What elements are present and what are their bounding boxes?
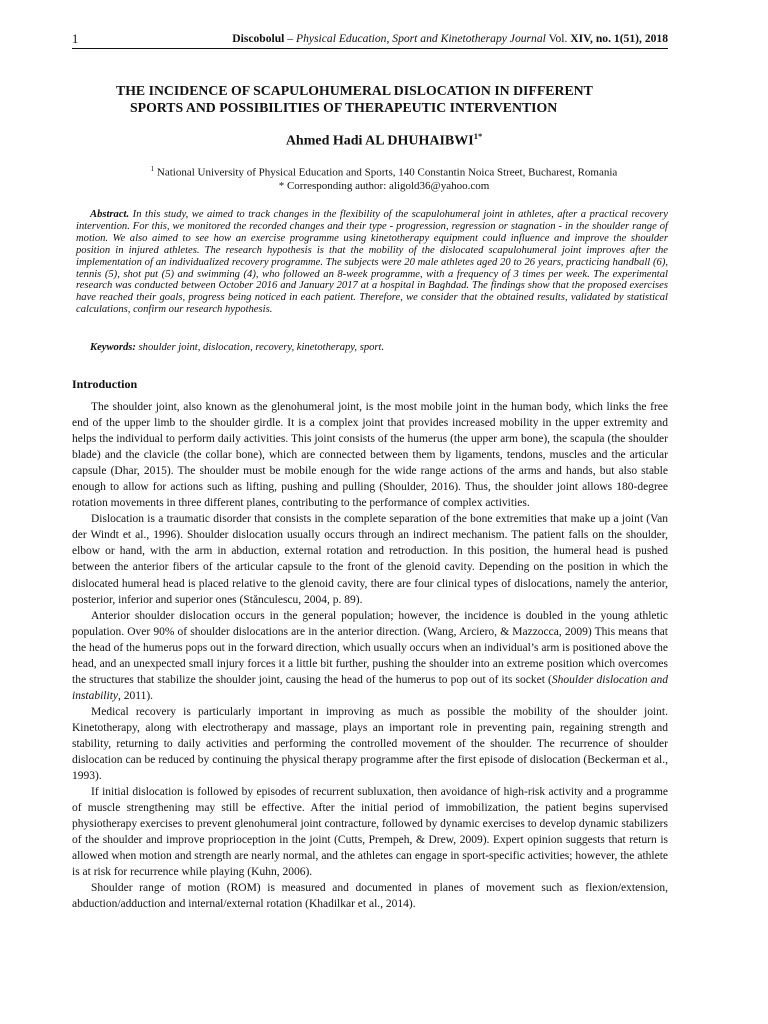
affiliation xyxy=(0,163,768,193)
keywords xyxy=(90,342,668,353)
citation-end: , 2011). xyxy=(118,689,154,702)
title-line-2: SPORTS AND POSSIBILITIES OF THERAPEUTIC INTERVENTION xyxy=(130,99,558,115)
issue-value: 1(51) xyxy=(613,32,640,45)
author-mark: 1* xyxy=(473,131,483,141)
paragraph-text: Anterior shoulder dislocation occurs in the general population; however, the incidence is doubled in the young athletic population. Over 90% of shoulder dislocations are in the anterior direction. (Wang, Arciero, & Mazzocca, 2009) This means that the head of the humerus pops out in the forward direction, which usually occurs when an individual’s arm is positioned above the head, and an unexpected small injury forces it a little bit further, pushing the shoulder into an extreme position which overcomes the structures that stabilize the shoulder joint, causing the head of the humerus to pop out of its socket ( xyxy=(72,609,668,686)
volume-value: XIV xyxy=(570,32,591,45)
paragraph: The shoulder joint, also known as the glenohumeral joint, is the most mobile joint in the human body, which links the free end of the upper limb to the shoulder girdle. It is a complex joint that provides increased mobility in the upper extremity and helps the individual to perform daily activities. This joint consists of the humerus (the upper arm bone), the scapula (the shoulder blade) and the clavicle (the collar bone), which are connected between them by ligaments, tendons, muscles and the articular capsule (Dhar, 2015). The shoulder must be mobile enough for the wide range actions of the arms and hands, but also stable enough to allow for actions such as lifting, pushing and pulling (Shoulder, 2016). Thus, the shoulder joint allows 180-degree rotation movements in three different planes, contributing to the performance of complex activities. xyxy=(72,401,668,510)
journal-dash: – xyxy=(284,32,296,45)
section-heading-introduction: Introduction xyxy=(72,377,138,391)
author-name xyxy=(0,131,768,150)
paragraph xyxy=(72,608,668,704)
volume-label: Vol. xyxy=(545,32,571,45)
journal-subtitle: Physical Education, Sport and Kinetotherapy Journal xyxy=(296,32,546,45)
citation-title: Shoulder dislocation and instability xyxy=(72,673,668,702)
issue-label: , no. xyxy=(590,32,614,45)
author-text: Ahmed Hadi AL DHUHAIBWI xyxy=(285,133,474,149)
keywords-text: shoulder joint, dislocation, recovery, kinetotherapy, sport. xyxy=(135,342,385,353)
affiliation-mark: 1 xyxy=(150,165,155,173)
paragraph: If initial dislocation is followed by episodes of recurrent subluxation, then avoidance of high-risk activity and a programme of muscle strengthening may still be effective. After the initial period of immobilization, the patient begins supervised physiotherapy exercises to prevent glenohumeral joint contracture, followed by dynamic exercises to develop dynamic stabilizers of the shoulder and improve proprioception in the joint (Cutts, Prempeh, & Drew, 2009). Expert opinion suggests that return is allowed when motion and strength are nearly normal, and the athletes can engage in sport-specific activities; however, the athlete is at risk for recurrence while playing (Kuhn, 2006). xyxy=(72,786,668,879)
paragraph: Shoulder range of motion (ROM) is measured and documented in planes of movement such as flexion/extension, abduction/adduction and internal/external rotation (Khadilkar et al., 2014). xyxy=(72,882,668,911)
title-line-1: THE INCIDENCE OF SCAPULOHUMERAL DISLOCATION IN DIFFERENT xyxy=(116,83,593,98)
paragraph: Medical recovery is particularly important in improving as much as possible the mobility of the shoulder joint. Kinetotherapy, along with electrotherapy and massage, plays an important role in preventing pain, regaining strength and stability, returning to daily activities and performing the controlled movement of the shoulder. The recurrence of shoulder dislocation can be reduced by continuing the physical therapy programme after the first episode of dislocation (Beckerman et al., 1993). xyxy=(72,705,668,783)
abstract xyxy=(76,209,668,316)
running-header xyxy=(72,30,668,49)
keywords-label: Keywords: xyxy=(90,342,136,353)
introduction-body xyxy=(72,399,668,913)
journal-citation xyxy=(232,32,668,45)
paper-title xyxy=(100,83,670,116)
page-number: 1 xyxy=(72,32,79,46)
abstract-text: In this study, we aimed to track changes in the flexibility of the scapulohumeral joint in athletes, after a practical recovery intervention. For this, we monitored the recorded changes and their type - progression, regression or stagnation - in the shoulder range of motion. We also aimed to see how an exercise programme using kinetotherapy equipment could influence and improve the shoulder position in injured athletes. The research hypothesis is that the mobility of the dislocated scapulohumeral joint improves after the implementation of an individualized recovery programme. The subjects were 20 male athletes aged 20 to 26 years, practicing handball (6), tennis (5), shot put (5) and swimming (4), who followed an 8-week programme, with a frequency of 3 times per week. The experimental research was conducted between October 2016 and January 2017 at a hospital in Baghdad. The findings show that the proposed exercises have reached their goals, progress being noticed in each patient. Therefore, we consider that the obtained results, validated by statistical calculations, confirm our research hypothesis. xyxy=(76,209,668,316)
paragraph: Dislocation is a traumatic disorder that consists in the complete separation of the bone extremities that make up a joint (Van der Windt et al., 1996). Shoulder dislocation usually occurs through an indirect mechanism. The patient falls on the shoulder, elbow or hand, with the arm in abduction, external rotation and retroduction. In this position, the humeral head is pushed between the anterior fibers of the articular capsule to the front of the glenoid cavity. Depending on the position in which the dislocated humeral head is placed relative to the glenoid cavity, there are four clinical types of dislocations, namely the anterior, posterior, inferior and superior ones (Stănculescu, 2004, p. 89). xyxy=(72,513,668,606)
year: , 2018 xyxy=(639,32,668,45)
corresponding-author: * Corresponding author: aligold36@yahoo.com xyxy=(278,179,490,192)
abstract-label: Abstract. xyxy=(90,209,130,220)
affiliation-text: National University of Physical Education and Sports, 140 Constantin Noica Street, Bucharest, Romania xyxy=(154,166,618,179)
affiliation-line xyxy=(0,163,768,180)
journal-name: Discobolul xyxy=(232,32,285,45)
